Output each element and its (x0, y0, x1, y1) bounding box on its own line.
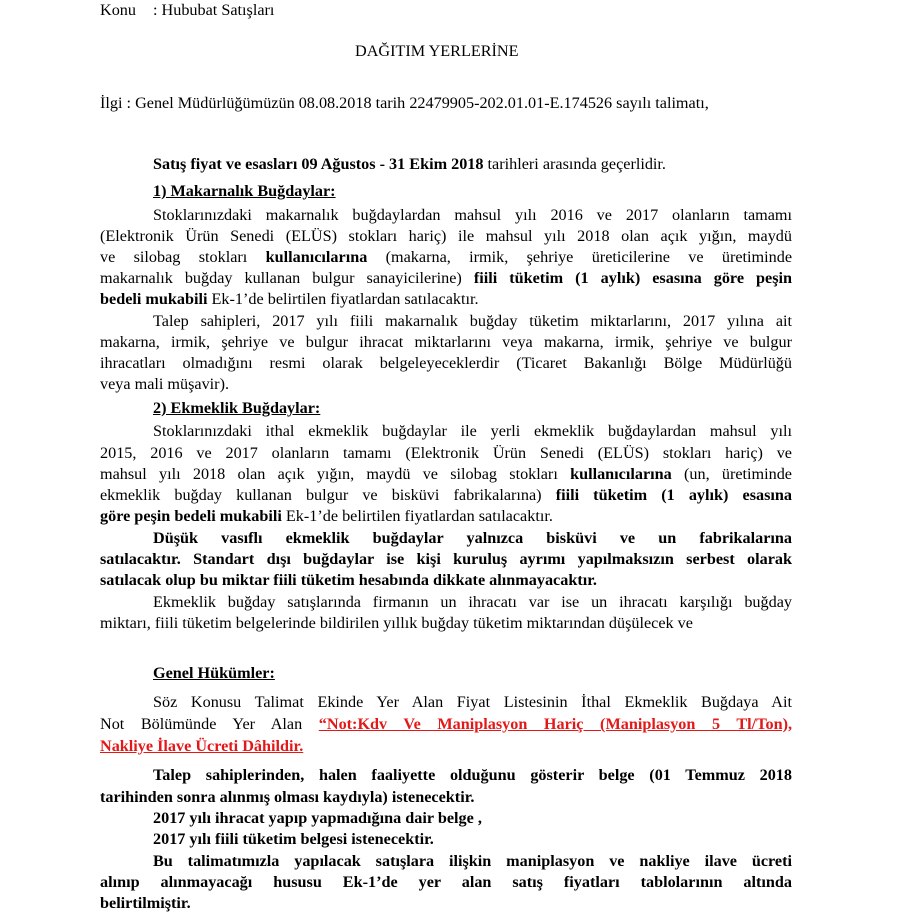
note-highlight: “Not:Kdv Ve Maniplasyon Hariç (Maniplasyon 5 Tl/Ton), (318, 715, 793, 733)
s2-p1-line1: Stoklarınızdaki ithal ekmeklik buğdaylar ile yerli ekmeklik buğdaylardan mahsul yılı (153, 422, 792, 440)
validity-line (153, 154, 666, 174)
s2-p3-line2: miktarı, fiili tüketim belgelerinde bildirilen yıllık buğday tüketim miktarından düşülecek ve (100, 614, 693, 632)
s1-p1-line3: ve silobag stokları kullanıcılarına (makarna, irmik, şehriye üreticilerine ve üretiminde (100, 248, 793, 266)
s1-p2-line2: makarna, irmik, şehriye ve bulgur ihracat miktarlarını veya makarna, irmik, şehriye ve bulgur (100, 333, 792, 351)
gen-item-2: 2017 yılı fiili tüketim belgesi istenecektir. (153, 830, 434, 848)
gen-p2-line2: tarihinden sonra alınmış olması kaydıyla) istenecektir. (100, 788, 475, 806)
s1-p2-line3: ihracatları olmadığını resmi olarak belgeleyeceklerdir (Ticaret Bakanlığı Bölge Müdürlüğü (100, 354, 792, 372)
s2-p2-line3: satılacak olup bu miktar fiili tüketim hesabında dikkate alınmayacaktır. (100, 571, 597, 589)
reference-line: İlgi : Genel Müdürlüğümüzün 08.08.2018 tarih 22479905-202.01.01-E.174526 sayılı talimatı, (100, 94, 709, 112)
gen-p3-line1: Bu talimatımızla yapılacak satışlara ilişkin maniplasyon ve nakliye ilave ücreti (153, 852, 792, 870)
general-heading: Genel Hükümler: (153, 664, 275, 682)
s2-p3-line1: Ekmeklik buğday satışlarında firmanın un ihracatı var ise un ihracatı karşılığı buğday (153, 593, 792, 611)
note-highlight-cont: Nakliye İlave Ücreti Dâhildir. (100, 737, 304, 755)
addressee-heading: DAĞITIM YERLERİNE (355, 42, 519, 60)
s2-p2-line2: satılacaktır. Standart dışı buğdaylar ise kişi kuruluş ayrımı yapılmaksızın serbest olarak (100, 550, 792, 568)
s2-p2-line1: Düşük vasıflı ekmeklik buğdaylar yalnızca bisküvi ve un fabrikalarına (153, 529, 792, 547)
validity-dates: Satış fiyat ve esasları 09 Ağustos - 31 Ekim 2018 (153, 155, 484, 173)
gen-p2-line1: Talep sahiplerinden, halen faaliyette olduğunu gösterir belge (01 Temmuz 2018 (153, 766, 792, 784)
s1-p2-line1: Talep sahipleri, 2017 yılı fiili makarnalık buğday tüketim miktarlarını, 2017 yılına ait (153, 312, 792, 330)
gen-p1-line2: Not Bölümünde Yer Alan “Not:Kdv Ve Maniplasyon Hariç (Maniplasyon 5 Tl/Ton), (100, 715, 793, 733)
subject-label: Konu (100, 1, 136, 19)
s2-p1-line2: 2015, 2016 ve 2017 olanların tamamı (Elektronik Ürün Senedi (ELÜS) stokları hariç) ve (100, 444, 792, 462)
gen-p1-line3 (100, 736, 303, 756)
subject-value: : Hububat Satışları (153, 1, 275, 19)
s2-p1-line5: göre peşin bedeli mukabili Ek-1’de belirtilen fiyatlardan satılacaktır. (100, 507, 553, 525)
s2-p1-line4: ekmeklik buğday kullanan bulgur ve bisküvi fabrikalarına) fiili tüketim (1 aylık) esasına (100, 486, 792, 504)
section2-heading: 2) Ekmeklik Buğdaylar: (153, 399, 321, 417)
s1-p1-line2: (Elektronik Ürün Senedi (ELÜS) stokları hariç) ile mahsul yılı 2018 olan açık yığın, maydü (100, 227, 792, 245)
gen-p1-line1: Söz Konusu Talimat Ekinde Yer Alan Fiyat Listesinin İthal Ekmeklik Buğdaya Ait (153, 693, 792, 711)
s1-p1-line5: bedeli mukabili Ek-1’de belirtilen fiyatlardan satılacaktır. (100, 290, 479, 308)
validity-rest: tarihleri arasında geçerlidir. (483, 155, 666, 173)
s1-p1-line1: Stoklarınızdaki makarnalık buğdaylardan mahsul yılı 2016 ve 2017 olanların tamamı (153, 206, 792, 224)
gen-p3-line2: alınıp alınmayacağı hususu Ek-1’de yer alan satış fiyatları tablolarının altında (100, 873, 792, 891)
section1-heading: 1) Makarnalık Buğdaylar: (153, 182, 336, 200)
s2-p1-line3: mahsul yılı 2018 olan açık yığın, maydü ve silobag stokları kullanıcılarına (un, üretiminde (100, 465, 792, 483)
s1-p2-line4: veya mali müşavir). (100, 375, 230, 393)
gen-p3-line3: belirtilmiştir. (100, 894, 191, 912)
gen-item-1: 2017 yılı ihracat yapıp yapmadığına dair belge , (153, 809, 482, 827)
s1-p1-line4: makarnalık buğday kullanan bulgur sanayicilerine) fiili tüketim (1 aylık) esasına göre peşin (100, 269, 792, 287)
